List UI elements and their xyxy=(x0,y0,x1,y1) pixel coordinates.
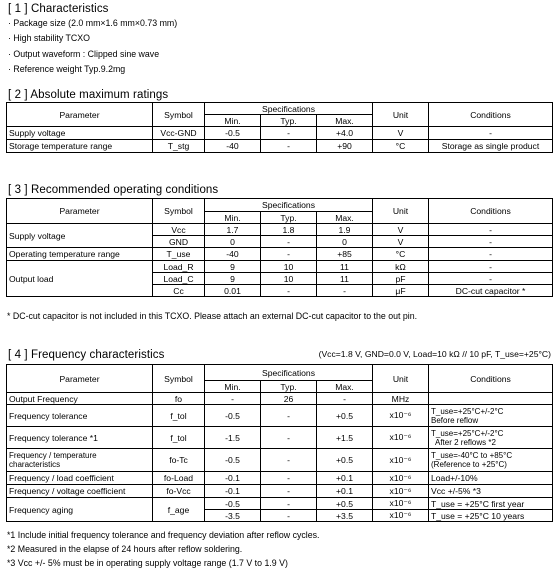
min-cell: -3.5 xyxy=(205,510,261,522)
symbol-cell: T_stg xyxy=(153,140,205,153)
table-row xyxy=(7,140,553,153)
min-cell: -0.5 xyxy=(205,449,261,472)
section-1-title: [ 1 ] Characteristics xyxy=(8,3,109,15)
cond-cell xyxy=(429,449,553,472)
min-cell: 1.7 xyxy=(205,224,261,236)
max-cell: +0.5 xyxy=(317,498,373,510)
unit-cell: MHz xyxy=(373,393,429,405)
header-min: Min. xyxy=(205,115,261,127)
table-row xyxy=(7,472,553,485)
unit-cell: V xyxy=(373,127,429,140)
bullet-weight: · Reference weight Typ.9.2mg xyxy=(8,64,126,75)
param-cell-supply: Supply voltage xyxy=(7,224,153,248)
bullet-stability: · High stability TCXO xyxy=(8,33,90,44)
param-cell: Frequency tolerance *1 xyxy=(7,427,153,449)
param-cell: Output Frequency xyxy=(7,393,153,405)
param-line-1: Frequency / temperature xyxy=(9,451,97,460)
symbol-cell: f_tol xyxy=(153,427,205,449)
table-row xyxy=(7,224,553,236)
max-cell: +90 xyxy=(317,140,373,153)
cond-cell: Vcc +/-5% *3 xyxy=(429,485,553,498)
symbol-cell: f_tol xyxy=(153,405,205,427)
typ-cell: - xyxy=(261,236,317,248)
symbol-cell: fo xyxy=(153,393,205,405)
symbol-cell: Vcc-GND xyxy=(153,127,205,140)
min-cell: 0 xyxy=(205,236,261,248)
cond-cell: Load+/-10% xyxy=(429,472,553,485)
max-cell: 0 xyxy=(317,236,373,248)
cond-cell: - xyxy=(429,127,553,140)
cond-cell: - xyxy=(429,224,553,236)
typ-cell: - xyxy=(261,485,317,498)
typ-cell: - xyxy=(261,427,317,449)
typ-cell: - xyxy=(261,405,317,427)
min-cell: -1.5 xyxy=(205,427,261,449)
header-parameter: Parameter xyxy=(7,365,153,393)
header-symbol: Symbol xyxy=(153,103,205,127)
cond-cell: Storage as single product xyxy=(429,140,553,153)
header-max: Max. xyxy=(317,115,373,127)
typ-cell: 1.8 xyxy=(261,224,317,236)
header-unit: Unit xyxy=(373,365,429,393)
symbol-cell: Vcc xyxy=(153,224,205,236)
header-typ: Typ. xyxy=(261,381,317,393)
header-specifications: Specifications xyxy=(205,103,373,115)
unit-cell: °C xyxy=(373,140,429,153)
cond-cell: DC-cut capacitor * xyxy=(429,285,553,297)
typ-cell: - xyxy=(261,510,317,522)
symbol-cell: GND xyxy=(153,236,205,248)
unit-cell: x10⁻⁶ xyxy=(373,472,429,485)
min-cell: 9 xyxy=(205,273,261,285)
typ-cell: 10 xyxy=(261,273,317,285)
header-conditions: Conditions xyxy=(429,103,553,127)
header-min: Min. xyxy=(205,381,261,393)
min-cell: -0.5 xyxy=(205,127,261,140)
header-max: Max. xyxy=(317,381,373,393)
cond-cell: T_use = +25°C 10 years xyxy=(429,510,553,522)
header-conditions: Conditions xyxy=(429,199,553,224)
max-cell: 1.9 xyxy=(317,224,373,236)
cond-line-2: Before reflow xyxy=(431,415,479,425)
header-parameter: Parameter xyxy=(7,199,153,224)
cond-line-2: After 2 reflows *2 xyxy=(435,437,496,447)
unit-cell: x10⁻⁶ xyxy=(373,405,429,427)
absolute-max-ratings-table xyxy=(6,102,553,153)
header-specifications: Specifications xyxy=(205,365,373,381)
header-parameter: Parameter xyxy=(7,103,153,127)
max-cell: 11 xyxy=(317,261,373,273)
symbol-cell: fo-Tc xyxy=(153,449,205,472)
cond-cell: - xyxy=(429,248,553,261)
typ-cell: - xyxy=(261,449,317,472)
unit-cell: V xyxy=(373,224,429,236)
section-3-title: [ 3 ] Recommended operating conditions xyxy=(8,184,219,196)
cond-cell: - xyxy=(429,273,553,285)
cond-cell: T_use = +25°C first year xyxy=(429,498,553,510)
max-cell: +0.5 xyxy=(317,405,373,427)
unit-cell: x10⁻⁶ xyxy=(373,510,429,522)
header-typ: Typ. xyxy=(261,212,317,224)
max-cell: +3.5 xyxy=(317,510,373,522)
unit-cell: V xyxy=(373,236,429,248)
min-cell: -40 xyxy=(205,248,261,261)
dc-cut-note: * DC-cut capacitor is not included in this TCXO. Please attach an external DC-cut capacitor to the out pin. xyxy=(7,311,418,321)
unit-cell: x10⁻⁶ xyxy=(373,427,429,449)
header-unit: Unit xyxy=(373,103,429,127)
header-symbol: Symbol xyxy=(153,199,205,224)
cond-line-1: T_use=+25°C+/-2°C xyxy=(431,406,504,416)
max-cell: +0.1 xyxy=(317,472,373,485)
bullet-waveform: · Output waveform : Clipped sine wave xyxy=(8,48,160,59)
param-cell xyxy=(7,449,153,472)
unit-cell: °C xyxy=(373,248,429,261)
param-cell: Storage temperature range xyxy=(7,140,153,153)
header-max: Max. xyxy=(317,212,373,224)
table-row xyxy=(7,405,553,427)
section-4-title: [ 4 ] Frequency characteristics xyxy=(8,349,165,361)
symbol-cell: fo-Load xyxy=(153,472,205,485)
max-cell: - xyxy=(317,393,373,405)
typ-cell: - xyxy=(261,248,317,261)
typ-cell: - xyxy=(261,140,317,153)
header-conditions: Conditions xyxy=(429,365,553,393)
param-cell: Frequency / load coefficient xyxy=(7,472,153,485)
max-cell: +85 xyxy=(317,248,373,261)
cond-cell xyxy=(429,393,553,405)
footnote-1: *1 Include initial frequency tolerance and frequency deviation after reflow cycles. xyxy=(7,530,320,540)
cond-line-2: (Reference to +25°C) xyxy=(431,460,507,469)
max-cell: - xyxy=(317,285,373,297)
header-min: Min. xyxy=(205,212,261,224)
unit-cell: x10⁻⁶ xyxy=(373,498,429,510)
unit-cell: x10⁻⁶ xyxy=(373,485,429,498)
unit-cell: pF xyxy=(373,273,429,285)
cond-line-1: T_use=-40°C to +85°C xyxy=(431,451,513,460)
typ-cell: 26 xyxy=(261,393,317,405)
cond-cell: - xyxy=(429,236,553,248)
table-row xyxy=(7,485,553,498)
symbol-cell: Cc xyxy=(153,285,205,297)
typ-cell: - xyxy=(261,127,317,140)
min-cell: -40 xyxy=(205,140,261,153)
table-row xyxy=(7,261,553,273)
table-row xyxy=(7,127,553,140)
typ-cell: - xyxy=(261,472,317,485)
min-cell: 0.01 xyxy=(205,285,261,297)
symbol-cell: Load_R xyxy=(153,261,205,273)
unit-cell: μF xyxy=(373,285,429,297)
param-cell: Frequency / voltage coefficient xyxy=(7,485,153,498)
header-specifications: Specifications xyxy=(205,199,373,212)
table-row xyxy=(7,427,553,449)
footnote-2: *2 Measured in the elapse of 24 hours after reflow soldering. xyxy=(7,544,243,554)
recommended-operating-table xyxy=(6,198,553,297)
cond-cell: - xyxy=(429,261,553,273)
table-row xyxy=(7,393,553,405)
min-cell: -0.1 xyxy=(205,472,261,485)
table-row xyxy=(7,498,553,510)
min-cell: 9 xyxy=(205,261,261,273)
max-cell: +0.5 xyxy=(317,449,373,472)
table-row xyxy=(7,248,553,261)
header-unit: Unit xyxy=(373,199,429,224)
symbol-cell: T_use xyxy=(153,248,205,261)
param-line-2: characteristics xyxy=(9,460,61,469)
characteristics-list xyxy=(8,16,177,78)
typ-cell: - xyxy=(261,498,317,510)
param-cell: Frequency tolerance xyxy=(7,405,153,427)
bullet-package-size: · Package size (2.0 mm×1.6 mm×0.73 mm) xyxy=(8,18,178,28)
header-typ: Typ. xyxy=(261,115,317,127)
param-cell: Supply voltage xyxy=(7,127,153,140)
symbol-cell-aging: f_age xyxy=(153,498,205,522)
header-symbol: Symbol xyxy=(153,365,205,393)
measurement-conditions: (Vcc=1.8 V, GND=0.0 V, Load=10 kΩ // 10 pF, T_use=+25°C) xyxy=(318,349,551,359)
symbol-cell: Load_C xyxy=(153,273,205,285)
param-cell: Operating temperature range xyxy=(7,248,153,261)
section-2-title: [ 2 ] Absolute maximum ratings xyxy=(8,89,169,101)
unit-cell: kΩ xyxy=(373,261,429,273)
table-row xyxy=(7,449,553,472)
min-cell: -0.5 xyxy=(205,405,261,427)
cond-cell xyxy=(429,405,553,427)
cond-cell xyxy=(429,427,553,449)
max-cell: 11 xyxy=(317,273,373,285)
param-cell-aging: Frequency aging xyxy=(7,498,153,522)
unit-cell: x10⁻⁶ xyxy=(373,449,429,472)
max-cell: +1.5 xyxy=(317,427,373,449)
min-cell: -0.5 xyxy=(205,498,261,510)
min-cell: -0.1 xyxy=(205,485,261,498)
frequency-characteristics-table xyxy=(6,364,553,522)
cond-line-1: T_use=+25°C+/-2°C xyxy=(431,428,504,438)
min-cell: - xyxy=(205,393,261,405)
typ-cell: - xyxy=(261,285,317,297)
footnote-3: *3 Vcc +/- 5% must be in operating supply voltage range (1.7 V to 1.9 V) xyxy=(7,558,288,568)
param-cell-output-load: Output load xyxy=(7,261,153,297)
typ-cell: 10 xyxy=(261,261,317,273)
symbol-cell: fo-Vcc xyxy=(153,485,205,498)
max-cell: +4.0 xyxy=(317,127,373,140)
max-cell: +0.1 xyxy=(317,485,373,498)
